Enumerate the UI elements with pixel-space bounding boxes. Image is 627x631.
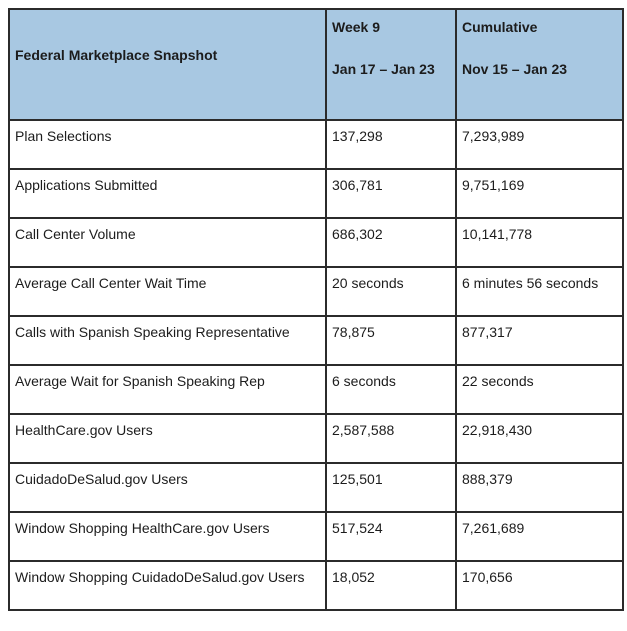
table-row [9,316,623,365]
cumulative-value: 10,141,778 [456,218,623,267]
cumulative-column-label: Cumulative [462,19,538,35]
cumulative-value: 22,918,430 [456,414,623,463]
week-value: 306,781 [326,169,456,218]
week-column-daterange: Jan 17 – Jan 23 [332,61,435,77]
metric-label: Applications Submitted [9,169,326,218]
metric-label: Window Shopping CuidadoDeSalud.gov Users [9,561,326,610]
week-value: 6 seconds [326,365,456,414]
header-row [9,9,623,120]
metric-label: Window Shopping HealthCare.gov Users [9,512,326,561]
week-value: 2,587,588 [326,414,456,463]
table-row [9,463,623,512]
cumulative-value: 7,293,989 [456,120,623,169]
metric-label: Call Center Volume [9,218,326,267]
cumulative-value: 170,656 [456,561,623,610]
table-row [9,218,623,267]
table-row [9,267,623,316]
metric-label: Average Call Center Wait Time [9,267,326,316]
table-row [9,169,623,218]
table-row [9,365,623,414]
week-value: 137,298 [326,120,456,169]
cumulative-value: 9,751,169 [456,169,623,218]
week-value: 517,524 [326,512,456,561]
cumulative-column-daterange: Nov 15 – Jan 23 [462,61,568,77]
table-row [9,561,623,610]
metric-label: Plan Selections [9,120,326,169]
week-value: 686,302 [326,218,456,267]
week-column-label: Week 9 [332,19,380,35]
header-cell-cumulative [456,9,623,120]
week-value: 20 seconds [326,267,456,316]
cumulative-value: 6 minutes 56 seconds [456,267,623,316]
cumulative-value: 888,379 [456,463,623,512]
week-value: 18,052 [326,561,456,610]
table-header [9,9,623,120]
metric-label: CuidadoDeSalud.gov Users [9,463,326,512]
table-body [9,120,623,610]
table-title: Federal Marketplace Snapshot [15,46,218,63]
cumulative-value: 22 seconds [456,365,623,414]
table-row [9,414,623,463]
week-value: 78,875 [326,316,456,365]
federal-marketplace-snapshot-table [8,8,624,611]
table-row [9,120,623,169]
metric-label: Calls with Spanish Speaking Representative [9,316,326,365]
header-cell-week [326,9,456,120]
header-cell-title [9,9,326,120]
cumulative-value: 877,317 [456,316,623,365]
table-row [9,512,623,561]
week-value: 125,501 [326,463,456,512]
cumulative-value: 7,261,689 [456,512,623,561]
metric-label: HealthCare.gov Users [9,414,326,463]
metric-label: Average Wait for Spanish Speaking Rep [9,365,326,414]
